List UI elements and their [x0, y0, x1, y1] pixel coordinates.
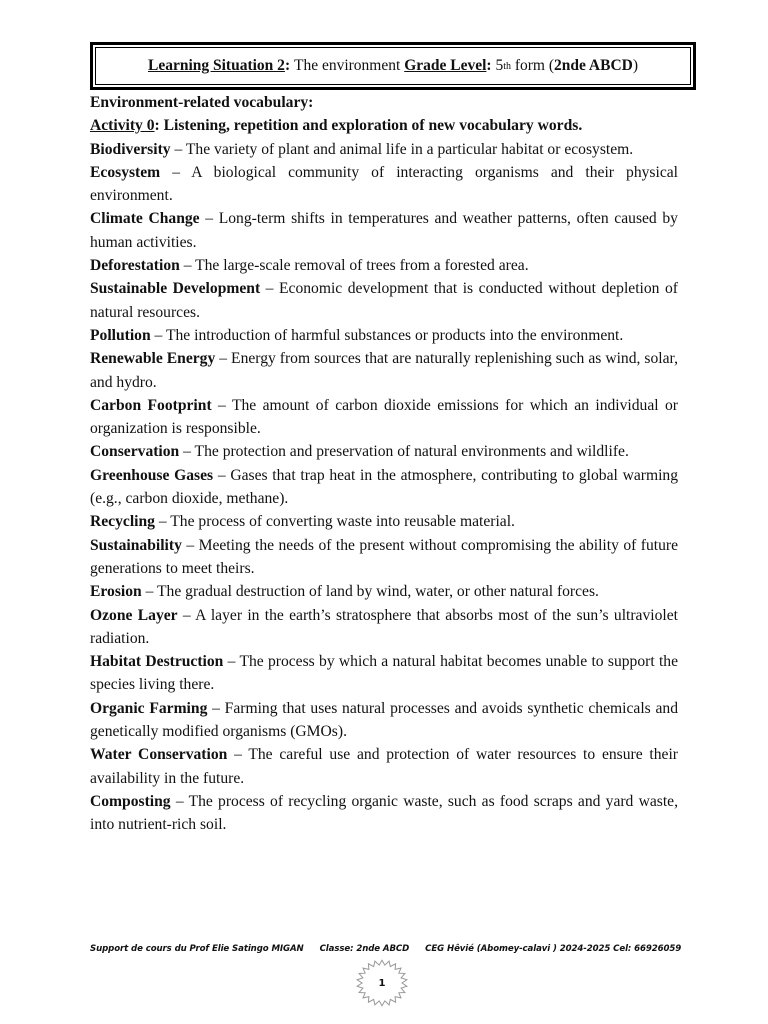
vocabulary-definition: – The process of recycling organic waste, such as food scraps and yard waste, into nutrient-rich soil.: [90, 792, 678, 834]
vocabulary-definition: – The large-scale removal of trees from a forested area.: [179, 257, 529, 275]
grade-level-label: Grade Level: [404, 57, 487, 74]
header-line: [95, 47, 691, 85]
vocabulary-entry: [90, 743, 678, 790]
vocabulary-term: Climate Change: [90, 210, 200, 228]
activity-line: [90, 114, 678, 137]
vocabulary-definition: – The process of converting waste into reusable material.: [154, 513, 515, 531]
learning-situation-label: Learning Situation 2: [147, 57, 285, 74]
header-box: [90, 42, 696, 90]
vocabulary-entry: [90, 580, 678, 603]
vocabulary-entry: [90, 324, 678, 347]
grade-number: 5: [495, 57, 504, 74]
vocabulary-term: Erosion: [90, 583, 142, 601]
vocabulary-entry: [90, 440, 678, 463]
vocabulary-entry: [90, 604, 678, 651]
vocabulary-term: Biodiversity: [90, 140, 171, 158]
vocabulary-entry: [90, 254, 678, 277]
vocabulary-definition: – Energy from sources that are naturally replenishing such as wind, solar, and hydro.: [90, 350, 678, 391]
vocabulary-entry: [90, 534, 678, 581]
vocabulary-list: [90, 138, 678, 837]
vocabulary-definition: – The introduction of harmful substances or products into the environment.: [150, 326, 624, 344]
vocabulary-definition: – The variety of plant and animal life in a particular habitat or ecosystem.: [170, 140, 634, 158]
vocabulary-term: Greenhouse Gases: [90, 466, 214, 484]
ls-colon: :: [284, 57, 291, 74]
learning-situation-value: The environment: [293, 57, 401, 74]
vocabulary-entry: [90, 464, 678, 511]
vocabulary-entry: [90, 510, 678, 533]
vocabulary-term: Renewable Energy: [90, 350, 216, 368]
vocabulary-definition: – The protection and preservation of natural environments and wildlife.: [179, 443, 629, 461]
grade-suffix: th: [503, 60, 511, 72]
vocabulary-entry: [90, 790, 678, 837]
vocabulary-term: Composting: [90, 792, 171, 810]
vocabulary-definition: – Economic development that is conducted without depletion of natural resources.: [90, 280, 678, 321]
vocabulary-definition: – Long-term shifts in temperatures and weather patterns, often caused by human activities.: [90, 210, 678, 251]
grade-close: ): [632, 57, 639, 74]
vocabulary-term: Conservation: [90, 443, 180, 461]
vocabulary-term: Habitat Destruction: [90, 653, 224, 671]
section-title: Environment-related vocabulary:: [90, 94, 314, 111]
vocabulary-definition: – Gases that trap heat in the atmosphere, contributing to global warming (e.g., carbon dioxide, methane).: [90, 466, 678, 508]
vocabulary-entry: [90, 161, 678, 208]
vocabulary-entry: [90, 697, 678, 744]
footer-classe: Classe: 2nde ABCD: [319, 944, 410, 954]
vocabulary-term: Water Conservation: [90, 746, 228, 764]
activity-text: : Listening, repetition and exploration of new vocabulary words.: [154, 117, 583, 135]
activity-label: Activity 0: [90, 117, 155, 135]
vocabulary-definition: – The gradual destruction of land by wind, water, or other natural forces.: [141, 583, 599, 601]
page-number-badge: [354, 958, 410, 1008]
vocabulary-definition: – A biological community of interacting organisms and their physical environment.: [90, 163, 678, 205]
vocabulary-entry: [90, 138, 678, 161]
vocabulary-content: [90, 91, 678, 837]
vocabulary-term: Sustainability: [90, 536, 182, 554]
vocabulary-entry: [90, 394, 678, 441]
vocabulary-definition: – The amount of carbon dioxide emissions for which an individual or organization is responsible.: [90, 396, 678, 438]
vocabulary-term: Ecosystem: [90, 163, 161, 181]
grade-colon: :: [486, 57, 492, 74]
vocabulary-term: Pollution: [90, 326, 151, 344]
vocabulary-entry: [90, 347, 678, 394]
vocabulary-term: Carbon Footprint: [90, 396, 212, 414]
page-number: 1: [378, 977, 386, 989]
vocabulary-term: Ozone Layer: [90, 606, 178, 624]
vocabulary-definition: – Farming that uses natural processes and avoids synthetic chemicals and genetically modified organisms (GMOs).: [90, 699, 678, 741]
grade-class: 2nde ABCD: [554, 57, 633, 74]
vocabulary-entry: [90, 277, 678, 324]
grade-form: form (: [514, 57, 555, 74]
vocabulary-definition: – The process by which a natural habitat becomes unable to support the species living there.: [90, 653, 679, 694]
vocabulary-term: Organic Farming: [90, 699, 208, 717]
vocabulary-definition: – The careful use and protection of water resources to ensure their availability in the future.: [90, 746, 678, 787]
vocabulary-term: Deforestation: [90, 257, 180, 275]
vocabulary-entry: [90, 207, 678, 254]
footer-support: Support de cours du Prof Elie Satingo MIGAN: [90, 944, 304, 954]
vocabulary-term: Recycling: [90, 513, 155, 531]
vocabulary-definition: – A layer in the earth’s stratosphere that absorbs most of the sun’s ultraviolet radiation.: [90, 606, 678, 647]
vocabulary-entry: [90, 650, 678, 697]
vocabulary-term: Sustainable Development: [90, 280, 261, 298]
footer: [90, 944, 690, 954]
footer-school: CEG Hêvié (Abomey-calavi ) 2024-2025 Cel: 66926059: [425, 944, 682, 954]
vocabulary-definition: – Meeting the needs of the present without compromising the ability of future generations to meet theirs.: [90, 536, 678, 577]
